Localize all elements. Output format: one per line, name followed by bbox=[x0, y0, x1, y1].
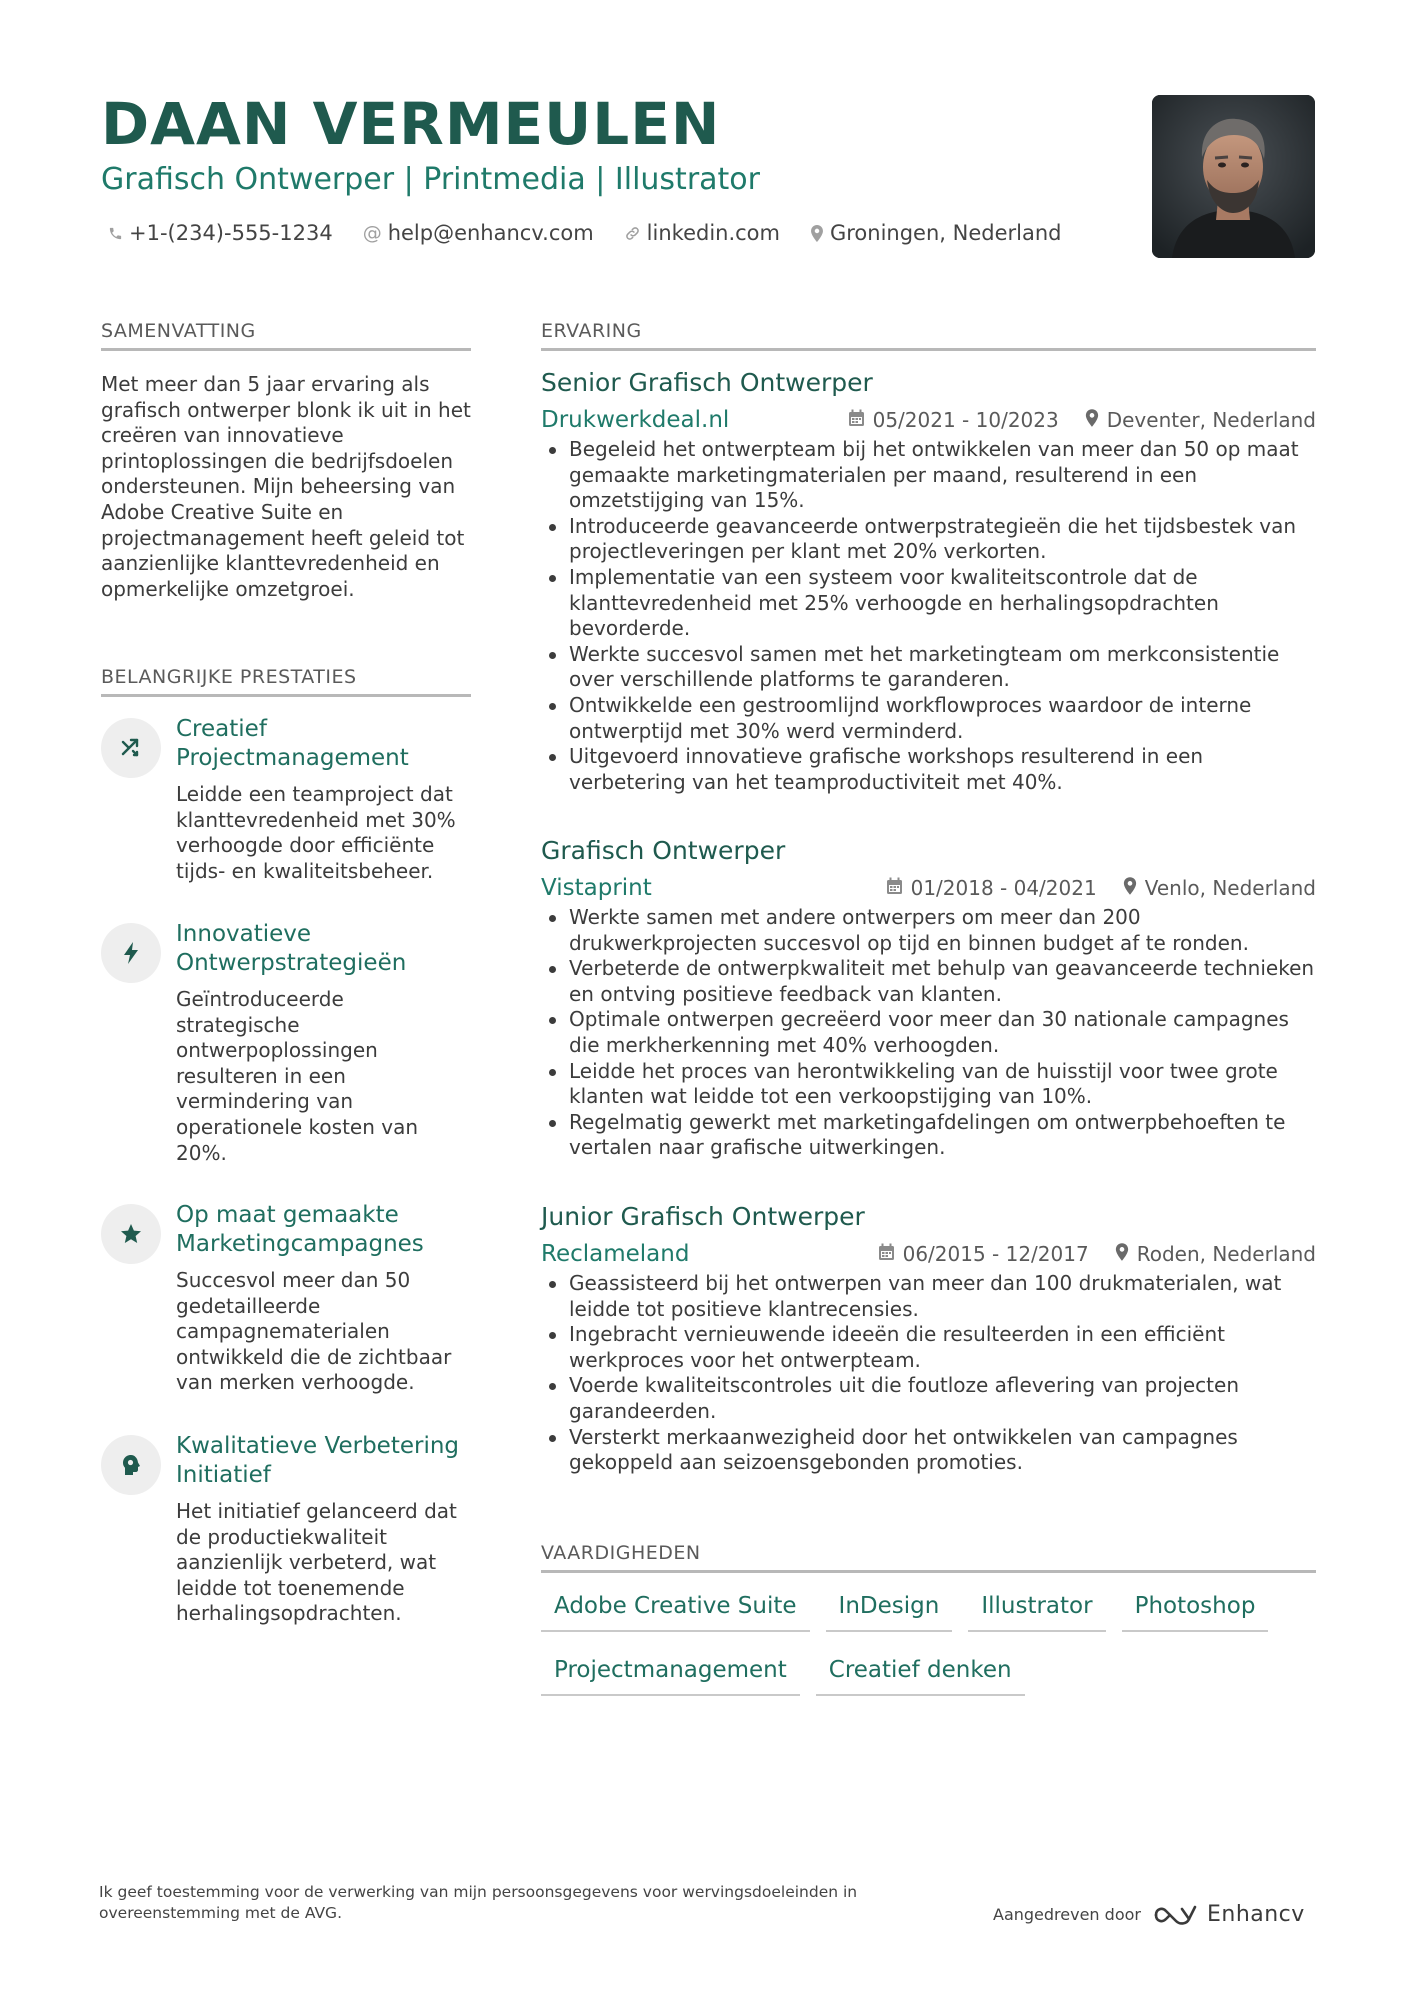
calendar-icon bbox=[848, 403, 865, 437]
achievement-desc: Leidde een teamproject dat klanttevredenheid met 30% verhoogde door efficiënte tijds- en kwaliteitsbeheer. bbox=[176, 782, 456, 883]
skill-tag: InDesign bbox=[826, 1588, 953, 1632]
candidate-subtitle: Grafisch Ontwerper | Printmedia | Illustrator bbox=[101, 162, 760, 197]
job-bullet: Werkte succesvol samen met het marketingteam om merkconsistentie over verschillende platforms te garanderen. bbox=[541, 642, 1316, 693]
achievement-desc: Geïntroduceerde strategische ontwerpoplossingen resulteren in een vermindering van operationele kosten van 20%. bbox=[176, 987, 419, 1165]
contact-phone[interactable] bbox=[108, 218, 333, 248]
skill-tag: Creatief denken bbox=[816, 1652, 1025, 1696]
job-meta-right bbox=[886, 871, 1316, 905]
skill-tag: Projectmanagement bbox=[541, 1652, 800, 1696]
job-meta bbox=[541, 403, 1316, 437]
job-bullet: Regelmatig gewerkt met marketingafdelingen om ontwerpbehoeften te vertalen naar grafische uitwerkingen. bbox=[541, 1110, 1316, 1161]
job-location bbox=[1085, 403, 1316, 437]
gdpr-consent-text: Ik geef toestemming voor de verwerking van mijn persoonsgegevens voor wervingsdoeleinden in overeenstemming met de AVG. bbox=[99, 1883, 858, 1922]
job-bullet: Versterkt merkaanwezigheid door het ontwikkelen van campagnes gekoppeld aan seizoensgebonden promoties. bbox=[541, 1425, 1316, 1476]
job-dates bbox=[878, 1237, 1089, 1271]
job-bullet: Ontwikkelde een gestroomlijnd workflowproces waardoor de interne ontwerptijd met 30% werd verminderd. bbox=[541, 693, 1316, 744]
experience-entry bbox=[541, 1200, 1316, 1476]
job-bullet: Begeleid het ontwerpteam bij het ontwikkelen van meer dan 50 op maat gemaakte marketingmaterialen per maand, resulterend in een omzetstijging van 15%. bbox=[541, 437, 1316, 514]
job-dates-text: 05/2021 - 10/2023 bbox=[872, 408, 1059, 432]
contact-phone-text: +1-(234)-555-1234 bbox=[129, 221, 333, 245]
achievement-title: Kwalitatieve Verbetering Initiatief bbox=[176, 1433, 460, 1488]
company-name: Drukwerkdeal.nl bbox=[541, 407, 730, 433]
job-bullet: Introduceerde geavanceerde ontwerpstrategieën die het tijdsbestek van projectleveringen per klant met 20% verkorten. bbox=[541, 514, 1316, 565]
job-meta bbox=[541, 1237, 1316, 1271]
location-pin-icon bbox=[1123, 871, 1137, 905]
profile-photo bbox=[1152, 95, 1315, 258]
contact-linkedin[interactable] bbox=[624, 218, 780, 248]
achievement-title: Creatief Projectmanagement bbox=[176, 716, 409, 771]
company-name: Reclameland bbox=[541, 1241, 690, 1267]
job-dates-text: 01/2018 - 04/2021 bbox=[910, 876, 1097, 900]
enhancv-logo-icon bbox=[1153, 1903, 1199, 1927]
job-dates bbox=[848, 403, 1059, 437]
job-meta-right bbox=[878, 1237, 1316, 1271]
job-location-text: Deventer, Nederland bbox=[1106, 408, 1316, 432]
job-bullet: Uitgevoerd innovatieve grafische workshops resulterend in een verbetering van het teamproductiviteit met 40%. bbox=[541, 744, 1316, 795]
shuffle-icon bbox=[101, 718, 161, 778]
job-bullet: Implementatie van een systeem voor kwaliteitscontrole dat de klanttevredenheid met 25% verhoogde en herhalingsopdrachten bevorderde. bbox=[541, 565, 1316, 642]
company-name: Vistaprint bbox=[541, 875, 652, 901]
achievements-section-title: BELANGRIJKE PRESTATIES bbox=[101, 666, 471, 697]
job-title: Senior Grafisch Ontwerper bbox=[541, 368, 873, 397]
location-pin-icon bbox=[1085, 403, 1099, 437]
skill-tag: Photoshop bbox=[1122, 1588, 1269, 1632]
powered-by[interactable] bbox=[993, 1902, 1305, 1927]
contact-location bbox=[810, 218, 1062, 248]
contact-bar bbox=[108, 218, 1062, 248]
job-dates bbox=[886, 871, 1097, 905]
achievement-title: Innovatieve Ontwerpstrategieën bbox=[176, 921, 407, 976]
job-bullets bbox=[541, 437, 1316, 795]
skills-section-title: VAARDIGHEDEN bbox=[541, 1542, 1316, 1573]
job-location bbox=[1115, 1237, 1316, 1271]
link-icon bbox=[624, 225, 641, 242]
job-bullet: Voerde kwaliteitscontroles uit die foutloze aflevering van projecten garandeerden. bbox=[541, 1373, 1316, 1424]
job-bullet: Werkte samen met andere ontwerpers om meer dan 200 drukwerkprojecten succesvol op tijd en binnen budget af te ronden. bbox=[541, 905, 1316, 956]
job-location-text: Roden, Nederland bbox=[1136, 1242, 1316, 1266]
skill-tag: Adobe Creative Suite bbox=[541, 1588, 810, 1632]
location-pin-icon bbox=[1115, 1237, 1129, 1271]
job-bullet: Geassisteerd bij het ontwerpen van meer dan 100 drukmaterialen, wat leidde tot positieve klantrecensies. bbox=[541, 1271, 1316, 1322]
powered-by-label: Aangedreven door bbox=[993, 1905, 1141, 1924]
contact-location-text: Groningen, Nederland bbox=[829, 221, 1062, 245]
achievement-desc: Het initiatief gelanceerd dat de productiekwaliteit aanzienlijk verbeterd, wat leidde tot toenemende herhalingsopdrachten. bbox=[176, 1499, 457, 1626]
calendar-icon bbox=[886, 871, 903, 905]
phone-icon bbox=[108, 226, 123, 241]
summary-text: Met meer dan 5 jaar ervaring als grafisch ontwerper blonk ik uit in het creëren van innovatieve printoplossingen die bedrijfsdoelen ondersteunen. Mijn beheersing van Adobe Creative Suite en projectmanagement heeft geleid tot aanzienlijke klanttevredenheid en opmerkelijke omzetgroei. bbox=[101, 372, 471, 601]
job-bullets bbox=[541, 905, 1316, 1161]
summary-section-title: SAMENVATTING bbox=[101, 320, 471, 351]
job-bullets bbox=[541, 1271, 1316, 1476]
achievement-title: Op maat gemaakte Marketingcampagnes bbox=[176, 1202, 424, 1257]
job-meta bbox=[541, 871, 1316, 905]
head-brain-icon bbox=[101, 1435, 161, 1495]
enhancv-brand-text: Enhancv bbox=[1206, 1902, 1305, 1927]
lightning-icon bbox=[101, 923, 161, 983]
job-title: Grafisch Ontwerper bbox=[541, 836, 786, 865]
enhancv-logo bbox=[1153, 1902, 1305, 1927]
experience-section-title: ERVARING bbox=[541, 320, 1316, 351]
job-title: Junior Grafisch Ontwerper bbox=[541, 1202, 865, 1231]
calendar-icon bbox=[878, 1237, 895, 1271]
job-location bbox=[1123, 871, 1316, 905]
job-bullet: Ingebracht vernieuwende ideeën die resulteerden in een efficiënt werkproces voor het ontwerpteam. bbox=[541, 1322, 1316, 1373]
contact-email-text: help@enhancv.com bbox=[387, 221, 594, 245]
job-location-text: Venlo, Nederland bbox=[1144, 876, 1316, 900]
contact-email[interactable] bbox=[363, 218, 594, 248]
job-meta-right bbox=[848, 403, 1316, 437]
at-icon: @ bbox=[362, 222, 382, 244]
candidate-name: DAAN VERMEULEN bbox=[101, 90, 721, 158]
star-icon bbox=[101, 1204, 161, 1264]
experience-entry bbox=[541, 366, 1316, 795]
skill-tag: Illustrator bbox=[968, 1588, 1105, 1632]
job-bullet: Optimale ontwerpen gecreëerd voor meer dan 30 nationale campagnes die merkherkenning met 40% verhoogden. bbox=[541, 1007, 1316, 1058]
location-pin-icon bbox=[810, 225, 824, 242]
job-bullet: Leidde het proces van herontwikkeling van de huisstijl voor twee grote klanten wat leidde tot een verkoopstijging van 10%. bbox=[541, 1059, 1316, 1110]
job-dates-text: 06/2015 - 12/2017 bbox=[902, 1242, 1089, 1266]
job-bullet: Verbeterde de ontwerpkwaliteit met behulp van geavanceerde technieken en ontving positieve feedback van klanten. bbox=[541, 956, 1316, 1007]
achievement-desc: Succesvol meer dan 50 gedetailleerde campagnematerialen ontwikkeld die de zichtbaar van merken verhoogde. bbox=[176, 1268, 452, 1395]
contact-linkedin-text: linkedin.com bbox=[646, 221, 780, 245]
experience-entry bbox=[541, 834, 1316, 1161]
skills-list bbox=[541, 1588, 1321, 1696]
